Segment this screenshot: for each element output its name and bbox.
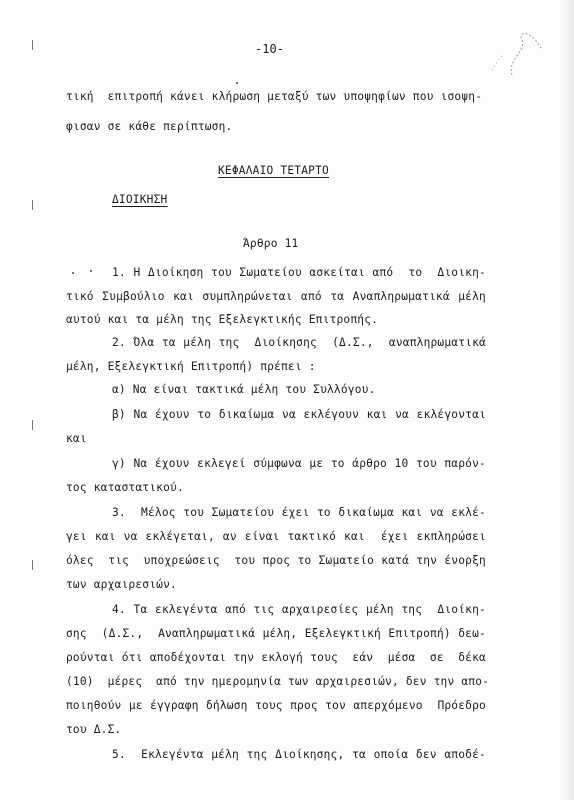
text-line: τική επιτροπή κάνει κλήρωση μεταξύ των υποψηφίων που ισοψη- bbox=[66, 90, 483, 103]
text-line: γ) Να έχουν εκλεγεί σύμφωνα με το άρθρο 10 του παρόν- bbox=[112, 457, 486, 470]
text-line: (10) μέρες από την ημερομηνία των αρχαιρεσιών, δεν την απο- bbox=[66, 675, 490, 688]
pen-scribble bbox=[482, 20, 552, 80]
text-line: των αρχαιρεσιών. bbox=[66, 578, 177, 591]
scan-speck bbox=[90, 270, 92, 272]
text-line: α) Να είναι τακτικά μέλη του Συλλόγου. bbox=[112, 383, 376, 396]
chapter-heading: ΚΕΦΑΛΑΙΟ ΤΕΤΑΡΤΟ bbox=[218, 164, 329, 177]
text-line: β) Να έχουν το δικαίωμα να εκλέγουν και να εκλέγονται bbox=[112, 408, 486, 421]
binding-mark bbox=[32, 40, 33, 50]
text-line: φισαν σε κάθε περίπτωση. bbox=[66, 120, 233, 133]
text-line: μέλη, Εξελεγκτική Επιτροπή) πρέπει : bbox=[66, 360, 316, 373]
text-line: 2. Όλα τα μέλη της Διοίκησης (Δ.Σ., αναπληρωματικά bbox=[112, 336, 486, 349]
text-line: αυτού και τα μέλη της Εξελεγκτικής Επιτροπής. bbox=[66, 313, 379, 326]
text-line: 4. Τα εκλεγέντα από τις αρχαιρεσίες μέλη της Διοίκη- bbox=[112, 603, 486, 616]
binding-mark bbox=[32, 560, 33, 570]
page-number: -10- bbox=[255, 42, 284, 56]
text-line: σης (Δ.Σ., Αναπληρωματικά μέλη, Εξελεγκτική Επιτροπή) δεω- bbox=[66, 627, 486, 640]
text-line: 5. Εκλεγέντα μέλη της Διοίκησης, τα οποία δεν αποδέ- bbox=[112, 748, 486, 761]
text-line: όλες τις υποχρεώσεις του προς το Σωματείο κατά την ένορξη bbox=[66, 554, 486, 567]
article-heading: Άρθρο 11 bbox=[243, 237, 299, 250]
text-line: ρούνται ότι αποδέχονται την εκλογή τους εάν μέσα σε δέκα bbox=[66, 651, 486, 664]
text-line: τικό Συμβούλιο και συμπληρώνεται από τα Αναπληρωματικά μέλη bbox=[66, 290, 486, 303]
binding-mark bbox=[32, 420, 33, 430]
text-line: τος καταστατικού. bbox=[66, 481, 184, 494]
section-heading: ΔΙΟΙΚΗΣΗ bbox=[112, 193, 168, 206]
scan-edge-shadow bbox=[560, 0, 574, 800]
text-line: του Δ.Σ. bbox=[66, 723, 122, 736]
text-line: και bbox=[66, 432, 87, 445]
binding-mark bbox=[32, 200, 33, 210]
text-line: γει και να εκλέγεται, αν είναι τακτικό και έχει εκπληρώσει bbox=[66, 530, 486, 543]
text-line: ποιηθούν με έγγραφη δήλωση τους προς τον απερχόμενο Πρόεδρο bbox=[66, 699, 486, 712]
text-line: 3. Μέλος του Σωματείου έχει το δικαίωμα και να εκλέ- bbox=[112, 506, 486, 519]
text-line: 1. Η Διοίκηση του Σωματείου ασκείται από το Διοικη- bbox=[112, 266, 486, 279]
scan-speck bbox=[236, 82, 238, 84]
scan-speck bbox=[72, 272, 74, 274]
